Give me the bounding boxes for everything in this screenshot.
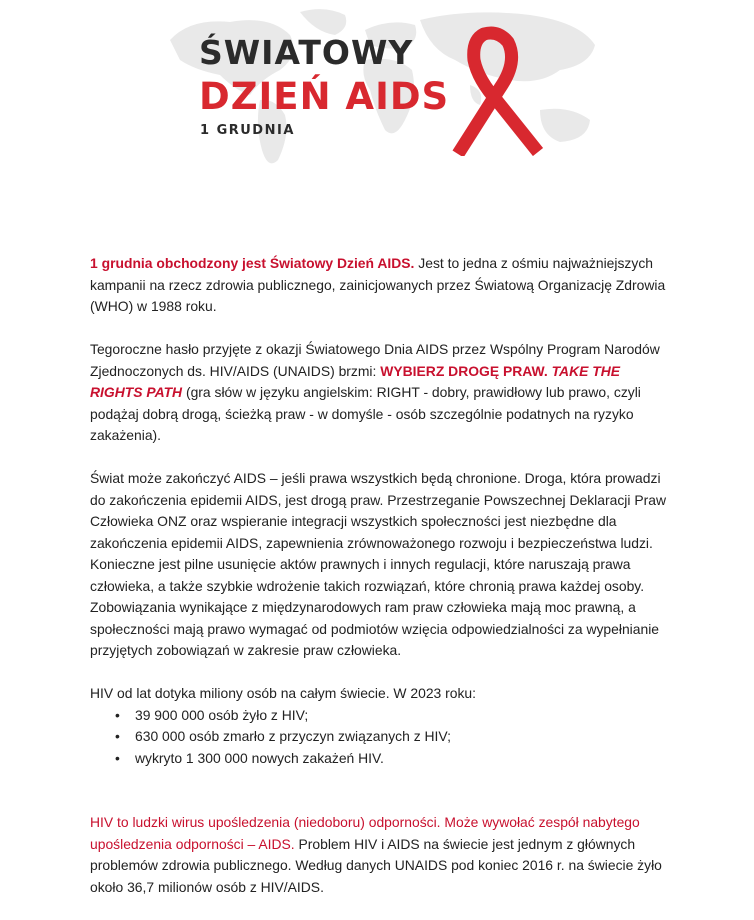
header-banner	[0, 0, 754, 200]
slogan-english: TAKE THE RIGHTS PATH	[90, 362, 620, 400]
list-item-text: wykryto 1 300 000 nowych zakażeń HIV.	[135, 749, 384, 766]
spacer	[90, 791, 675, 813]
intro-lead: 1 grudnia obchodzony jest Światowy Dzień AIDS.	[90, 255, 415, 271]
hiv-definition-lead: HIV to ludzki wirus upośledzenia (niedoboru) odporności. Może wywołać zespół nabytego upośledzenia odporności – AIDS.	[90, 814, 640, 852]
paragraph-hiv-definition	[90, 812, 675, 898]
stats-list	[90, 705, 675, 770]
stats-intro: HIV od lat dotyka miliony osób na całym świecie. W 2023 roku:	[90, 685, 477, 701]
bullet-icon: •	[115, 706, 120, 723]
logo-title-line2: DZIEŃ AIDS	[199, 75, 450, 118]
logo-title-line1: ŚWIATOWY	[199, 33, 414, 72]
slogan-intro: Tegoroczne hasło przyjęte z okazji Światowego Dnia AIDS przez Wspólny Program Narodów Zjednoczonych ds. HIV/AIDS (UNAIDS) brzmi:	[90, 341, 660, 379]
list-item	[90, 705, 675, 727]
list-item	[90, 748, 675, 770]
article-body	[90, 253, 675, 920]
bullet-icon: •	[115, 728, 120, 744]
red-ribbon-icon	[438, 26, 546, 156]
hiv-definition-rest: Problem HIV i AIDS na świecie jest jednym z głównych problemów zdrowia publicznego. Według danych UNAIDS pod koniec 2016 r. na świecie żyło około 36,7 milionów osób z HIV/AIDS.	[90, 835, 662, 895]
list-item	[90, 726, 675, 748]
bullet-icon: •	[115, 749, 120, 766]
list-item-text: 630 000 osób zmarło z przyczyn związanych z HIV;	[135, 728, 452, 744]
paragraph-slogan	[90, 339, 675, 447]
list-item-text: 39 900 000 osób żyło z HIV;	[135, 706, 309, 723]
slogan-explanation: (gra słów w języku angielskim: RIGHT - dobry, prawidłowy lub prawo, czyli podążaj dobrą drogą, ścieżką praw - w domyśle - osób szczególnie podatnych na ryzyko zakażenia).	[90, 384, 641, 443]
paragraph-intro	[90, 253, 675, 318]
logo-date: 1 GRUDNIA	[200, 123, 295, 138]
paragraph-rights: Świat może zakończyć AIDS – jeśli prawa wszystkich będą chronione. Droga, która prowadzi do zakończenia epidemii AIDS, jest drogą praw. Przestrzeganie Powszechnej Deklaracji Praw Człowieka ONZ oraz wspieranie integracji wszystkich społeczności jest niezbędne dla zakończenia epidemii AIDS, zapewnienia zrównoważonego rozwoju i bezpieczeństwa ludzi. Konieczne jest pilne usunięcie aktów prawnych i innych regulacji, które naruszają prawa człowieka, a także szybkie wdrożenie takich rozwiązań, które chronią prawa każdej osoby. Zobowiązania wynikające z międzynarodowych ram praw człowieka mają moc prawną, a społeczności mają prawo wymagać od podmiotów wzięcia odpowiedzialności za wypełnianie przyjętych zobowiązań w zakresie praw człowieka.	[90, 470, 666, 658]
slogan-polish: WYBIERZ DROGĘ PRAW.	[380, 362, 548, 379]
intro-rest: Jest to jedna z ośmiu najważniejszych kampanii na rzecz zdrowia publicznego, zainicjowanych przez Światową Organizację Zdrowia (WHO) w 1988 roku.	[90, 255, 666, 314]
